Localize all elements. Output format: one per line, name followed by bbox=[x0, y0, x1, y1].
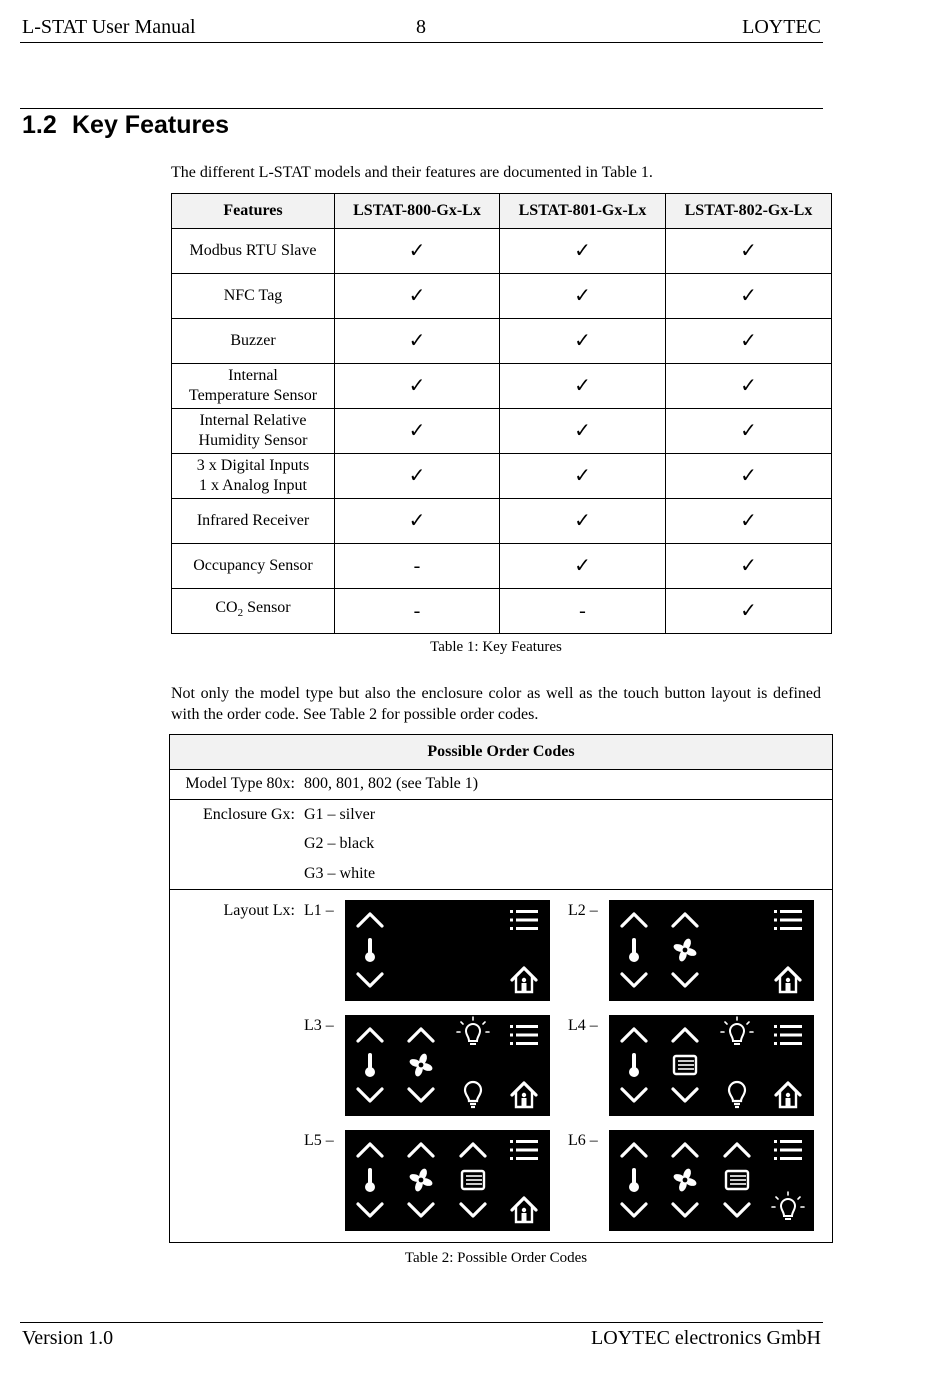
feature-text: Internal Relative bbox=[199, 412, 307, 429]
chevron-down-icon bbox=[358, 1204, 382, 1216]
bulb-icon bbox=[729, 1082, 745, 1107]
layout-option-label: L2 – bbox=[568, 902, 598, 919]
bulb-on-icon bbox=[772, 1192, 804, 1219]
blinds-icon bbox=[462, 1171, 484, 1189]
section-title: Key Features bbox=[72, 111, 230, 139]
order-intro-paragraph: Not only the model type but also the enclosure color as well as the touch button layout is defined with the order code. See Table 2 for possible order codes. bbox=[171, 685, 821, 723]
home-person-icon bbox=[776, 968, 800, 992]
enclosure-label: Enclosure Gx: bbox=[203, 806, 295, 823]
availability-cell: ✓ bbox=[666, 364, 832, 409]
chevron-down-icon bbox=[673, 1089, 697, 1101]
chevron-down-icon bbox=[673, 974, 697, 986]
page-number: 8 bbox=[416, 16, 426, 38]
chevron-down-icon bbox=[673, 1204, 697, 1216]
feature-cell bbox=[172, 499, 335, 544]
layout-panel bbox=[609, 900, 814, 1001]
chevron-up-icon bbox=[725, 1144, 749, 1156]
table-row bbox=[172, 229, 832, 274]
footer-company: LOYTEC electronics GmbH bbox=[591, 1327, 821, 1349]
chevron-up-icon bbox=[409, 1144, 433, 1156]
header-rule bbox=[20, 42, 823, 43]
layout-panel bbox=[345, 1130, 550, 1231]
chevron-up-icon bbox=[358, 1144, 382, 1156]
availability-cell: ✓ bbox=[666, 229, 832, 274]
chevron-up-icon bbox=[461, 1144, 485, 1156]
chevron-down-icon bbox=[461, 1204, 485, 1216]
chevron-up-icon bbox=[622, 1144, 646, 1156]
availability-cell: ✓ bbox=[666, 544, 832, 589]
layout-panel bbox=[609, 1130, 814, 1231]
column-header: LSTAT-800-Gx-Lx bbox=[335, 194, 500, 229]
thermometer-icon bbox=[365, 1053, 375, 1077]
availability-cell: ✓ bbox=[500, 274, 666, 319]
availability-cell: ✓ bbox=[335, 454, 500, 499]
layout-panel-graphic bbox=[345, 900, 550, 1001]
availability-cell: ✓ bbox=[500, 364, 666, 409]
intro-paragraph: The different L-STAT models and their features are documented in Table 1. bbox=[171, 164, 653, 181]
column-header: Features bbox=[172, 194, 335, 229]
section-rule bbox=[20, 108, 823, 109]
table-header-row bbox=[172, 194, 832, 229]
order-codes-table bbox=[169, 734, 833, 1243]
chevron-down-icon bbox=[409, 1204, 433, 1216]
layout-panel-graphic bbox=[609, 1015, 814, 1116]
layout-panel-graphic bbox=[609, 1130, 814, 1231]
layout-panel-graphic bbox=[345, 1015, 550, 1116]
availability-cell: ✓ bbox=[666, 589, 832, 634]
chevron-down-icon bbox=[622, 974, 646, 986]
bulb-on-icon bbox=[721, 1017, 753, 1044]
thermometer-icon bbox=[629, 1168, 639, 1192]
chevron-down-icon bbox=[622, 1089, 646, 1101]
enclosure-row bbox=[170, 800, 832, 890]
column-header: LSTAT-801-Gx-Lx bbox=[500, 194, 666, 229]
feature-cell bbox=[172, 274, 335, 319]
subscript: 2 bbox=[237, 607, 244, 620]
chevron-up-icon bbox=[673, 1144, 697, 1156]
blinds-icon bbox=[674, 1056, 696, 1074]
menu-icon bbox=[774, 910, 802, 930]
blinds-icon bbox=[726, 1171, 748, 1189]
table-row bbox=[172, 589, 832, 634]
availability-cell: ✓ bbox=[500, 409, 666, 454]
thermometer-icon bbox=[629, 1053, 639, 1077]
availability-cell: ✓ bbox=[666, 319, 832, 364]
table-row bbox=[172, 454, 832, 499]
layout-option-label: L4 – bbox=[568, 1017, 598, 1034]
layout-option-label: L5 – bbox=[304, 1132, 334, 1149]
home-person-icon bbox=[512, 1198, 536, 1222]
fan-icon bbox=[409, 1053, 434, 1078]
fan-icon bbox=[409, 1168, 434, 1193]
table-row bbox=[172, 319, 832, 364]
availability-cell: ✓ bbox=[335, 499, 500, 544]
table-row bbox=[172, 274, 832, 319]
layout-label: Layout Lx: bbox=[223, 902, 295, 919]
footer-version: Version 1.0 bbox=[22, 1327, 114, 1349]
section-number: 1.2 bbox=[22, 111, 57, 139]
feature-text: Infrared Receiver bbox=[196, 512, 310, 529]
layout-panel bbox=[609, 1015, 814, 1116]
availability-cell: ✓ bbox=[335, 229, 500, 274]
thermometer-icon bbox=[629, 938, 639, 962]
feature-text: 1 x Analog Input bbox=[199, 477, 307, 494]
table-row bbox=[172, 364, 832, 409]
layout-panel-graphic bbox=[609, 900, 814, 1001]
feature-cell bbox=[172, 589, 335, 634]
availability-cell: - bbox=[335, 589, 500, 634]
header-title: L-STAT User Manual bbox=[22, 16, 196, 38]
layout-panel-graphic bbox=[345, 1130, 550, 1231]
availability-cell: ✓ bbox=[666, 274, 832, 319]
chevron-down-icon bbox=[358, 974, 382, 986]
availability-cell: ✓ bbox=[500, 499, 666, 544]
home-person-icon bbox=[776, 1083, 800, 1107]
menu-icon bbox=[510, 910, 538, 930]
table-row bbox=[172, 544, 832, 589]
availability-cell: ✓ bbox=[335, 274, 500, 319]
feature-text: Humidity Sensor bbox=[198, 432, 308, 449]
table-row bbox=[172, 499, 832, 544]
chevron-up-icon bbox=[409, 1029, 433, 1041]
enclosure-option: G3 – white bbox=[304, 865, 376, 882]
table2-caption: Table 2: Possible Order Codes bbox=[404, 1250, 588, 1266]
feature-text: CO bbox=[215, 599, 238, 617]
feature-text: Occupancy Sensor bbox=[193, 557, 313, 574]
availability-cell: - bbox=[500, 589, 666, 634]
feature-text: Sensor bbox=[243, 599, 291, 617]
model-type-value: 800, 801, 802 (see Table 1) bbox=[304, 775, 479, 792]
key-features-table bbox=[171, 193, 832, 634]
feature-text: Modbus RTU Slave bbox=[189, 242, 317, 259]
feature-cell bbox=[172, 229, 335, 274]
menu-icon bbox=[774, 1025, 802, 1045]
availability-cell: ✓ bbox=[500, 454, 666, 499]
fan-icon bbox=[673, 1168, 698, 1193]
feature-text: 3 x Digital Inputs bbox=[196, 457, 310, 474]
availability-cell: ✓ bbox=[500, 544, 666, 589]
feature-text: Buzzer bbox=[230, 332, 276, 349]
bulb-on-icon bbox=[457, 1017, 489, 1044]
enclosure-option: G2 – black bbox=[304, 835, 375, 852]
chevron-down-icon bbox=[409, 1089, 433, 1101]
layout-option-label: L1 – bbox=[304, 902, 334, 919]
model-type-row bbox=[170, 770, 832, 800]
home-person-icon bbox=[512, 1083, 536, 1107]
availability-cell: - bbox=[335, 544, 500, 589]
menu-icon bbox=[510, 1025, 538, 1045]
bulb-icon bbox=[465, 1082, 481, 1107]
chevron-down-icon bbox=[358, 1089, 382, 1101]
menu-icon bbox=[510, 1140, 538, 1160]
home-person-icon bbox=[512, 968, 536, 992]
availability-cell: ✓ bbox=[335, 319, 500, 364]
footer-rule bbox=[20, 1322, 823, 1323]
layout-option-label: L3 – bbox=[304, 1017, 334, 1034]
availability-cell: ✓ bbox=[666, 499, 832, 544]
feature-text: NFC Tag bbox=[223, 287, 283, 304]
feature-cell bbox=[172, 544, 335, 589]
chevron-up-icon bbox=[622, 914, 646, 926]
layout-panel bbox=[345, 1015, 550, 1116]
chevron-down-icon bbox=[622, 1204, 646, 1216]
feature-cell bbox=[172, 319, 335, 364]
chevron-up-icon bbox=[358, 914, 382, 926]
chevron-up-icon bbox=[358, 1029, 382, 1041]
fan-icon bbox=[673, 938, 698, 963]
layout-row bbox=[170, 890, 832, 1242]
order-codes-title: Possible Order Codes bbox=[170, 735, 832, 770]
feature-cell bbox=[172, 409, 335, 454]
feature-text: Temperature Sensor bbox=[188, 387, 318, 404]
availability-cell: ✓ bbox=[666, 454, 832, 499]
menu-icon bbox=[774, 1140, 802, 1160]
layout-option-label: L6 – bbox=[568, 1132, 598, 1149]
table1-caption: Table 1: Key Features bbox=[430, 639, 562, 655]
table-row bbox=[172, 409, 832, 454]
enclosure-option: G1 – silver bbox=[304, 806, 376, 823]
chevron-up-icon bbox=[622, 1029, 646, 1041]
thermometer-icon bbox=[365, 938, 375, 962]
availability-cell: ✓ bbox=[335, 364, 500, 409]
availability-cell: ✓ bbox=[500, 319, 666, 364]
chevron-down-icon bbox=[725, 1204, 749, 1216]
feature-text: Internal bbox=[228, 367, 278, 384]
model-type-label: Model Type 80x: bbox=[185, 775, 295, 792]
feature-cell bbox=[172, 454, 335, 499]
section-heading bbox=[22, 111, 229, 140]
availability-cell: ✓ bbox=[500, 229, 666, 274]
availability-cell: ✓ bbox=[666, 409, 832, 454]
chevron-up-icon bbox=[673, 914, 697, 926]
chevron-up-icon bbox=[673, 1029, 697, 1041]
column-header: LSTAT-802-Gx-Lx bbox=[666, 194, 832, 229]
layout-panel bbox=[345, 900, 550, 1001]
thermometer-icon bbox=[365, 1168, 375, 1192]
feature-cell bbox=[172, 364, 335, 409]
availability-cell: ✓ bbox=[335, 409, 500, 454]
header-brand: LOYTEC bbox=[742, 16, 821, 38]
